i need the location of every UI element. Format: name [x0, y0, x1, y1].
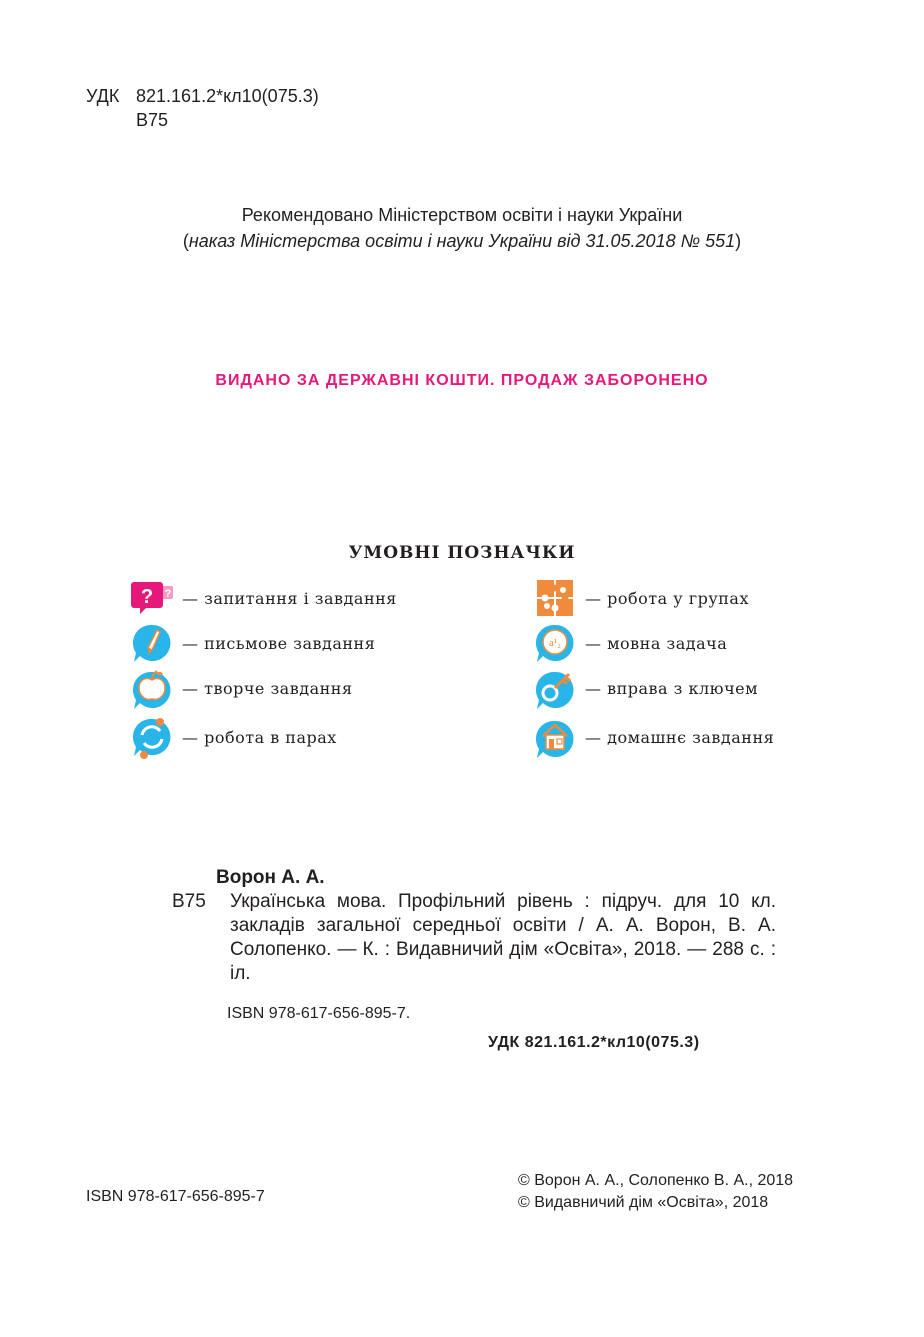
legend-item-creative [130, 666, 353, 710]
legend-item-writing [130, 621, 375, 665]
key-icon [533, 666, 577, 710]
pen-nib-icon [130, 621, 174, 665]
puzzle-icon [533, 576, 577, 620]
legend-item-groups [533, 576, 749, 620]
footer-isbn: ISBN 978-617-656-895-7 [86, 1188, 265, 1205]
legend-text: — мовна задача [585, 633, 728, 653]
udk-header [86, 84, 319, 132]
state-funds-notice: ВИДАНО ЗА ДЕРЖАВНІ КОШТИ. ПРОДАЖ ЗАБОРОНЕНО [215, 372, 709, 389]
catalog-card [172, 866, 778, 986]
catalog-udk: УДК 821.161.2*кл10(075.3) [488, 1034, 700, 1051]
legend-text: — домашнє завдання [585, 727, 775, 747]
question-icon [130, 576, 174, 620]
house-icon [533, 715, 577, 759]
legend-text: — робота у групах [585, 588, 749, 608]
catalog-description: Українська мова. Профільний рівень : підруч. для 10 кл. закладів загальної середньої освіти / А. А. Ворон, В. А. Солопенко. — К. : Видавничий дім «Освіта», 2018. — 288 с. : іл. [230, 891, 776, 984]
catalog-author: Ворон А. А. [216, 867, 325, 888]
author-mark: В75 [136, 110, 169, 130]
recommendation [0, 202, 924, 254]
recommendation-line2: (наказ Міністерства освіти і науки України від 31.05.2018 № 551) [182, 231, 742, 251]
legend-item-key [533, 666, 758, 710]
recommendation-line1: Рекомендовано Міністерством освіти і науки України [241, 205, 683, 225]
speech-head-icon [533, 621, 577, 665]
copyright-publisher: © Видавничий дім «Освіта», 2018 [518, 1194, 769, 1211]
udk-code: 821.161.2*кл10(075.3) [136, 86, 319, 106]
catalog-entry [172, 890, 778, 986]
copyright-authors: © Ворон А. А., Солопенко В. А., 2018 [518, 1172, 794, 1189]
legend-text: — творче завдання [182, 678, 353, 698]
catalog-code: В75 [172, 891, 206, 912]
legend-item-pairs [130, 715, 337, 759]
legend-item-language-task [533, 621, 727, 665]
legend-text: — вправа з ключем [585, 678, 759, 698]
svg-text:?: ? [140, 586, 154, 608]
legend-item-homework [533, 715, 774, 759]
legend-text: — письмове завдання [182, 633, 376, 653]
copyright-block [518, 1170, 793, 1214]
svg-text:a¹₂: a¹₂ [548, 637, 562, 649]
apple-icon [130, 666, 174, 710]
legend-text: — запитання і завдання [182, 588, 397, 608]
legend-text: — робота в парах [182, 727, 337, 747]
legend-title: УМОВНІ ПОЗНАЧКИ [348, 543, 576, 563]
pair-arrows-icon [130, 715, 174, 759]
ministry-order: наказ Міністерства освіти і науки України від 31.05.2018 № 551 [188, 231, 736, 251]
catalog-isbn: ISBN 978-617-656-895-7. [227, 1005, 411, 1022]
svg-text:?: ? [164, 588, 172, 600]
legend-item-questions [130, 576, 397, 620]
udk-label: УДК [86, 86, 120, 106]
